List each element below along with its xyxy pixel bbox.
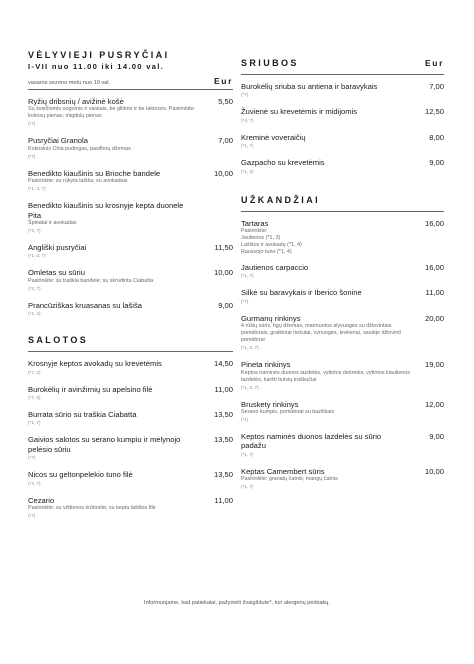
menu-item — [241, 82, 444, 100]
menu-item — [241, 158, 444, 176]
menu-item-name: Burokėlių sriuba su antiena ir baravykais — [241, 82, 378, 91]
menu-item-name: Jautienos carpaccio — [241, 263, 309, 273]
right-column — [241, 50, 444, 492]
menu-item-description — [28, 310, 198, 319]
menu-item — [241, 467, 444, 492]
menu-item-name: Omletas su sūriu — [28, 268, 85, 278]
menu-item-price: 19,00 — [424, 360, 444, 370]
menu-item-price: 16,00 — [424, 263, 444, 273]
menu-item-name: Prancūziškas kruasanas su lašiša — [28, 300, 142, 310]
allergen-code: (*1, 3, 7) — [241, 384, 259, 390]
menu-item-price: 11,00 — [214, 384, 233, 394]
menu-item-description — [28, 419, 198, 428]
allergen-code: (*1, 7) — [241, 484, 254, 490]
menu-item-description — [241, 228, 411, 256]
menu-item-description — [241, 168, 411, 177]
menu-item-description-line: Serano kumpis, pomidorai su bazilikais — [241, 409, 335, 416]
menu-item-description — [241, 91, 411, 100]
menu-item — [241, 360, 444, 392]
menu-item-price: 20,00 — [424, 313, 444, 323]
menu-item-description — [28, 394, 198, 403]
menu-item-description-line: Pasirinkite: granatų čatnis; mangų čatnis — [241, 476, 338, 483]
menu-item — [28, 359, 233, 377]
menu-item-name: Pusryčiai Granola — [28, 136, 88, 146]
menu-item-price: 5,50 — [218, 97, 233, 106]
menu-item-description — [28, 178, 198, 194]
menu-item-description — [241, 409, 411, 425]
menu-item-description-line: Pasirinkite: su vištienos krūtinėle; su kepta lašišos filė — [28, 505, 156, 512]
menu-item — [28, 97, 233, 129]
menu-item-price: 9,00 — [429, 158, 444, 168]
menu-item-price: 14,50 — [213, 359, 233, 369]
menu-item-description-line: Keptos naminės duonos lazdelės, vytintos dešrelės, vytintos kiaulienos lazdelės, karšti bulvių traškučiai — [241, 369, 410, 383]
menu-item-price: 7,00 — [218, 136, 233, 146]
menu-item-name: Gazpacho su krevetėmis — [241, 158, 325, 168]
allergen-code: (*4, 7) — [241, 117, 254, 123]
menu-item-description — [28, 505, 198, 521]
menu-item-description — [28, 480, 198, 489]
allergen-code: (*1, 3, 7) — [241, 345, 259, 351]
menu-item-description — [241, 451, 411, 460]
menu-item-name: Ryžių dribsnių / avižinė košė — [28, 97, 124, 106]
menu-item-name: Gurmanų rinkinys — [241, 313, 301, 323]
menu-item-description — [28, 146, 198, 162]
menu-item-description — [28, 220, 198, 236]
breakfast-section — [28, 50, 233, 319]
menu-item — [28, 470, 233, 488]
allergen-code: (*1) — [241, 417, 249, 423]
menu-item-price: 10,00 — [213, 168, 233, 178]
allergen-code: (*3, 7) — [28, 228, 41, 234]
menu-item-description-line: Rausvojo tuno (*1, 4) — [241, 249, 292, 256]
allergen-code: (*1, 3, 7) — [28, 253, 46, 259]
menu-item — [241, 314, 444, 353]
menu-item-name: Keptos naminės duonos lazdelės su sūrio padažu — [241, 432, 382, 451]
menu-item-name: Pineta rinkinys — [241, 360, 291, 370]
menu-item — [28, 268, 233, 293]
menu-item-price: 13,50 — [213, 435, 233, 445]
menu-item — [28, 169, 233, 194]
salads-items — [28, 359, 233, 521]
menu-item-price: 11,00 — [425, 288, 444, 298]
menu-item-description — [28, 369, 198, 378]
menu-item-name: Žuvienė su krevetėmis ir midijomis — [241, 107, 358, 117]
salads-title: SALOTOS — [28, 335, 89, 346]
menu-item-name: Silkė su baravykais ir Iberico šonine — [241, 288, 362, 298]
allergen-code: (*7) — [28, 513, 36, 519]
menu-item — [241, 107, 444, 125]
breakfast-season-note: vasaros sezono metu nuo 10 val. — [28, 80, 111, 86]
allergen-code: (*1, 2) — [241, 168, 254, 174]
snacks-divider — [241, 211, 444, 212]
allergen-code: (*7) — [28, 121, 36, 127]
allergen-code: (*1, 7) — [241, 143, 254, 149]
menu-item-description — [28, 454, 198, 463]
menu-item-description — [241, 117, 411, 126]
soups-items — [241, 82, 444, 177]
snacks-section — [241, 195, 444, 493]
menu-item-description-line: Pasirinkite: su rūkyta lašiša; su avokadais — [28, 178, 128, 185]
menu-item-name: Tartaras — [241, 218, 269, 228]
menu-item-description-line: Lašišos ir avokadų (*1, 4) — [241, 242, 302, 249]
menu-item — [241, 263, 444, 281]
menu-item — [28, 385, 233, 403]
breakfast-divider — [28, 89, 233, 90]
menu-item-description — [241, 142, 411, 151]
menu-item-price: 8,00 — [429, 132, 444, 142]
menu-item-name: Bruskety rinkinys — [241, 399, 299, 409]
allergen-code: (*7, 8) — [28, 395, 41, 401]
soups-divider — [241, 74, 444, 75]
menu-item-description — [28, 252, 198, 261]
menu-item — [241, 400, 444, 425]
menu-item-description-line: Pasirinkite: — [241, 228, 268, 235]
menu-item — [241, 432, 444, 460]
soups-currency: Eur — [425, 58, 444, 68]
menu-item — [28, 301, 233, 319]
menu-item-price: 10,00 — [213, 268, 233, 278]
menu-item-price: 16,00 — [424, 218, 444, 228]
allergen-footnote: Informuojame, kad patiekalai, pažymėti žvaigždute*, turi alergenų pėdsakų. — [144, 600, 330, 606]
menu-item-name: Nicos su geltonpelekio tuno filė — [28, 470, 133, 480]
allergen-code: (*4, 7) — [28, 480, 41, 486]
menu-item-description — [241, 298, 411, 307]
breakfast-items — [28, 97, 233, 319]
menu-item-description — [241, 370, 411, 393]
menu-item-name: Cezario — [28, 495, 55, 505]
menu-item-description — [28, 278, 198, 294]
allergen-code: (*7) — [241, 298, 249, 304]
snacks-items — [241, 219, 444, 493]
menu-item-price: 11,50 — [214, 243, 233, 253]
menu-item — [28, 243, 233, 261]
menu-item-price: 13,50 — [213, 410, 233, 420]
breakfast-hours: I-VII nuo 11.00 iki 14.00 val. — [28, 62, 165, 71]
salads-section — [28, 335, 233, 521]
menu-item-description-line: 4 rūšių sūris, figų džemas, marinuotos alyvuogės su džiovintais pomidorais, graikiniai riešutai, vynuogės, krekeriai, saulėje džiovinti pomidorai — [241, 323, 401, 344]
allergen-code: (*7) — [28, 455, 36, 461]
menu-item-description-line: Kokosinis Chia pudingas, pasiflorų džemas — [28, 145, 131, 152]
menu-item-name: Burokėlių ir avinžirnių su apelsino filė — [28, 384, 153, 394]
allergen-code: (*1, 4) — [28, 311, 41, 317]
soups-title: SRIUBOS — [241, 58, 299, 68]
menu-item-name: Benedikto kiaušinis su Brioche bandele — [28, 168, 161, 178]
menu-item — [28, 496, 233, 521]
menu-item-name: Gaivios salotos su serano kumpiu ir mėlynojo pelėsio sūriu — [28, 435, 181, 454]
menu-item-description-line: Pasirinkite: su traškia bandele; su skrudinta Ciabatta — [28, 277, 154, 284]
menu-item — [28, 435, 233, 463]
menu-item — [28, 201, 233, 236]
snacks-title: UŽKANDŽIAI — [241, 194, 320, 205]
menu-item-description — [241, 476, 411, 492]
menu-item-description-line: Su šviežiomis uogomis ir vaisiais, be glitimo ir be laktozės. Pasirinkite: kokosų pienas; migdolų pienas — [28, 106, 196, 120]
menu-item — [28, 410, 233, 428]
menu-item-price: 9,00 — [218, 300, 233, 310]
allergen-code: (*1, 3, 7) — [28, 186, 46, 192]
allergen-code: (*7) — [241, 92, 249, 98]
menu-item — [241, 133, 444, 151]
menu-item-price: 10,00 — [424, 466, 444, 476]
menu-item — [28, 136, 233, 161]
breakfast-currency: Eur — [214, 76, 233, 86]
menu-item-description — [28, 106, 198, 129]
menu-item-name: Krosnyje keptos avokadų su krevetėmis — [28, 359, 162, 369]
allergen-code: (*7, 2) — [28, 369, 41, 375]
menu-item-price: 13,50 — [213, 470, 233, 480]
menu-item-name: Kreminė voveraičių — [241, 132, 306, 142]
allergen-code: (*1, 7) — [241, 451, 254, 457]
salads-divider — [28, 351, 233, 352]
menu-item-price: 11,00 — [214, 495, 233, 505]
allergen-code: (*1, 7) — [28, 420, 41, 426]
menu-item-description-line: Špinatai ir avokadas — [28, 220, 77, 227]
left-column — [28, 50, 233, 521]
breakfast-title: VĖLYVIEJI PUSRYČIAI — [28, 50, 170, 60]
menu-item — [241, 288, 444, 306]
allergen-code: (*3, 7) — [28, 285, 41, 291]
menu-item-name: Angliški pusryčiai — [28, 243, 87, 253]
menu-item-price: 12,50 — [424, 107, 444, 117]
allergen-code: (*1, 7) — [241, 273, 254, 279]
allergen-code: (*7) — [28, 153, 36, 159]
menu-item-price: 9,00 — [429, 432, 444, 442]
menu-item-description-line: Jautienos (*1, 3) — [241, 235, 281, 242]
soups-section — [241, 58, 444, 177]
menu-item-name: Benedikto kiaušinis su krosnyje kepta duonele Pita — [28, 201, 184, 220]
menu-item-description — [241, 323, 411, 353]
menu-item-price: 7,00 — [429, 82, 444, 91]
menu-item-description — [241, 272, 411, 281]
menu-item — [241, 219, 444, 256]
menu-item-name: Burrata sūrio su traškia Ciabatta — [28, 410, 137, 420]
menu-item-name: Keptas Camembert sūris — [241, 466, 325, 476]
menu-item-price: 12,00 — [424, 399, 444, 409]
